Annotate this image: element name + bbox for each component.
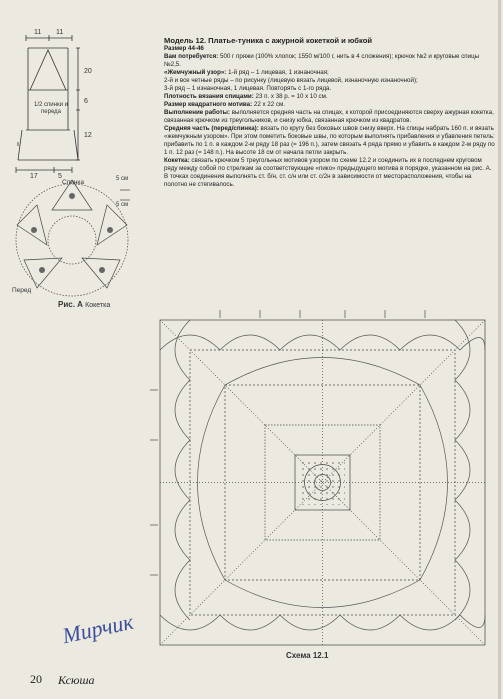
scheme-caption: Схема 12.1 (286, 651, 329, 660)
dim-6: 6 (84, 98, 88, 105)
yoke-para (164, 157, 496, 189)
needs-text: 500 г пряжи (100% хлопок; 1550 м/100 г, нить в 4 сложения); крючок №2 и круговые спицы №2,5. (164, 53, 480, 68)
article-text (164, 36, 496, 189)
work-label: Выполнение работы: (164, 109, 230, 116)
figure-a-caption (58, 300, 110, 309)
magazine-name: Ксюша (58, 673, 95, 687)
size-line: Размер 44-46 (164, 45, 204, 52)
garment-schematic (12, 30, 142, 330)
dim-top-left: 11 (34, 29, 42, 36)
page-number: 20 (30, 672, 42, 686)
signature-watermark: Мирчик (60, 608, 136, 649)
front-label: Перед (12, 287, 32, 294)
dim-20: 20 (84, 68, 92, 75)
middle-para (164, 125, 496, 157)
pattern-label: «Жемчужный узор»: (164, 69, 227, 76)
half-label: 1/2 спинки и переда (34, 102, 68, 115)
dim-top-right: 11 (56, 29, 64, 36)
dim-12: 12 (84, 132, 92, 139)
five-cm-1: 5 см (116, 176, 129, 182)
pattern-row-3: 3-й ряд – 1 изнаночная, 1 лицевая. Повторять с 1-го ряда. (164, 85, 332, 92)
pattern-para (164, 69, 496, 77)
page-edge (498, 0, 501, 699)
middle-text: вязать по кругу без боковых швов снизу вверх. На спицы набрать 160 п. и вязать «жемчужным узором». При этом пометить боковые швы, по которым выполнять прибавления и убавления петель: прибавить по 1 п. в каждом 2-м ряду 18 раз (= 196 п.), затем связать 4 ряда прямо и убавить в каждом 2-м ряду по 1 п. 12 раз (= 148 п.). На высоте 18 см от начала петли закрыть. (164, 125, 495, 156)
motif-para (164, 101, 496, 109)
yoke-label: Кокетка: (164, 157, 190, 164)
figure-a-title: Рис. А (58, 300, 83, 309)
yoke-text: связать крючком 5 треугольных мотивов узором по схеме 12.2 и соединить их в последнем круговом ряду между собой по стрелкам за соответствующие «пико» предыдущего мотива в порядке, указанном на рис. А. В точках соединения выполнять ст. б/н, ст. с/н или ст. с/2н в зависимости от месторасположения, чтобы на полотно не стягивалось. (164, 157, 492, 188)
middle-label: Средняя часть (перед/спинка): (164, 125, 259, 132)
motif-text: 22 х 22 см. (253, 101, 285, 108)
figure-a-sub: Кокетка (85, 302, 111, 309)
pattern-row-2: 2-й и все четные ряды – по рисунку (лицевую вязать лицевой, изнаночную изнаночной); (164, 77, 418, 84)
density-label: Плотность вязания спицами: (164, 93, 254, 100)
pattern-row-1: 1-й ряд – 1 лицевая, 1 изнаночная; (228, 69, 329, 76)
density-para (164, 93, 496, 101)
work-para (164, 109, 496, 125)
needs-para (164, 53, 496, 69)
work-text: выполняется средняя часть на спицах, к которой присоединяются сверху ажурная кокетка, связанная крючком из треугольников, и снизу юбка, связанная крючком из квадратов. (164, 109, 494, 124)
crochet-scheme-drawing (150, 310, 495, 655)
article-title: Модель 12. Платье-туника с ажурной кокеткой и юбкой (164, 36, 373, 45)
dim-5: 5 (58, 173, 62, 180)
dim-17: 17 (30, 173, 38, 180)
back-label-text: Спинка (62, 179, 85, 186)
needs-label: Вам потребуется: (164, 53, 219, 60)
crochet-scheme (150, 310, 495, 655)
five-cm-2: 5 см (116, 202, 129, 208)
motif-label: Размер квадратного мотива: (164, 101, 253, 108)
density-text: 23 п. х 38 р. = 10 х 10 см. (255, 93, 328, 100)
